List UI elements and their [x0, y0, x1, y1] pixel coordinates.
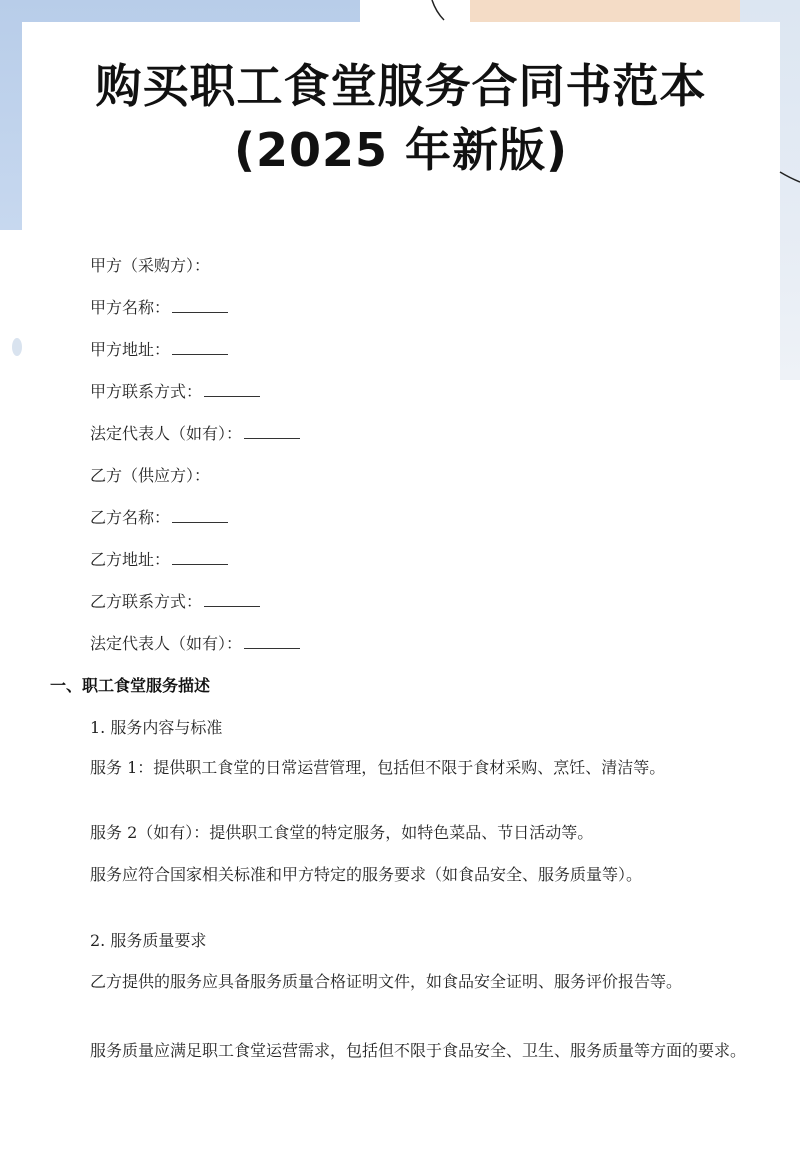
party-b-contact-field	[90, 591, 260, 613]
blank-line	[204, 382, 260, 397]
party-b-rep-label: 法定代表人（如有）：	[90, 634, 243, 653]
paragraph-service-2: 服务 2（如有）：提供职工食堂的特定服务，如特色菜品、节日活动等。	[90, 823, 594, 842]
section-heading: 一、职工食堂服务描述	[50, 676, 211, 695]
blank-line	[172, 550, 228, 565]
document-title: 购买职工食堂服务合同书范本	[95, 59, 707, 113]
party-a-address-label: 甲方地址：	[90, 340, 171, 359]
background-decoration-dot	[12, 338, 22, 356]
blank-line	[172, 340, 228, 355]
blank-line	[172, 508, 228, 523]
party-a-header: 甲方（采购方）：	[90, 256, 211, 275]
party-b-contact-label: 乙方联系方式：	[90, 592, 203, 611]
document-title-edition: (2025 年新版)	[233, 123, 569, 177]
paragraph-quality-proof: 乙方提供的服务应具备服务质量合格证明文件，如食品安全证明、服务评价报告等。	[90, 972, 683, 991]
paragraph-service-1: 服务 1：提供职工食堂的日常运营管理，包括但不限于食材采购、烹饪、清洁等。	[90, 758, 666, 777]
blank-line	[172, 298, 228, 313]
party-b-header: 乙方（供应方）：	[90, 466, 211, 485]
blank-line	[244, 634, 300, 649]
party-a-contact-label: 甲方联系方式：	[90, 382, 203, 401]
paragraph-service-standards: 服务应符合国家相关标准和甲方特定的服务要求（如食品安全、服务质量等）。	[90, 865, 643, 884]
party-b-rep-field	[90, 633, 300, 655]
subsection-heading: 2. 服务质量要求	[90, 931, 207, 950]
party-a-rep-field	[90, 423, 300, 445]
blank-line	[204, 592, 260, 607]
party-a-name-label: 甲方名称：	[90, 298, 171, 317]
party-b-address-label: 乙方地址：	[90, 550, 171, 569]
party-a-address-field	[90, 339, 228, 361]
blank-line	[244, 424, 300, 439]
party-a-name-field	[90, 297, 228, 319]
party-a-contact-field	[90, 381, 260, 403]
party-b-name-field	[90, 507, 228, 529]
party-b-name-label: 乙方名称：	[90, 508, 171, 527]
subsection-heading: 1. 服务内容与标准	[90, 718, 223, 737]
party-a-rep-label: 法定代表人（如有）：	[90, 424, 243, 443]
paragraph-quality-requirements: 服务质量应满足职工食堂运营需求，包括但不限于食品安全、卫生、服务质量等方面的要求。	[90, 1041, 747, 1060]
party-b-address-field	[90, 549, 228, 571]
